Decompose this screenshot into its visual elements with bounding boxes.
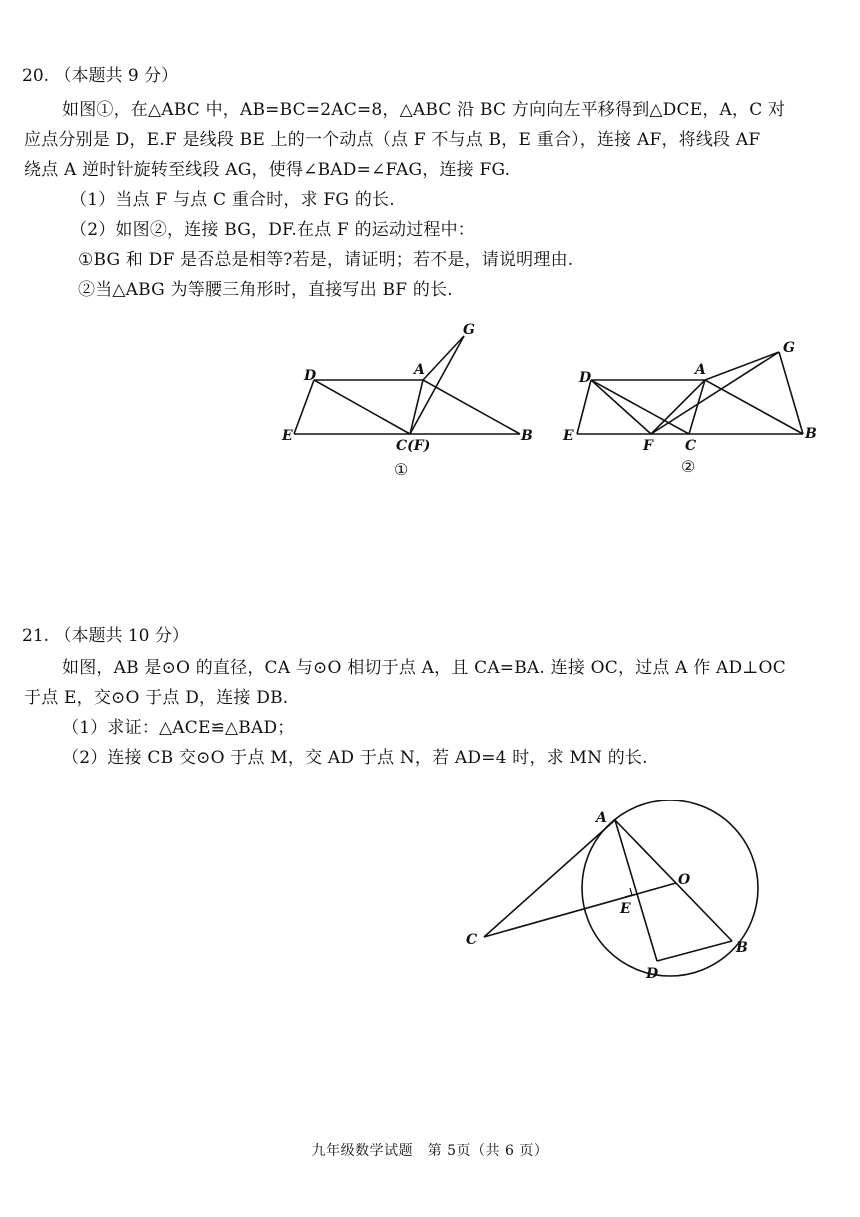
- fig1-label-CF: C(F): [396, 438, 431, 454]
- q20-part2-i: ①BG 和 DF 是否总是相等?若是，请证明；若不是，请说明理由.: [78, 250, 574, 270]
- q20-stem-line3: 绕点 A 逆时针旋转至线段 AG，使得∠BAD=∠FAG，连接 FG.: [24, 160, 511, 180]
- fig21-label-E: E: [620, 901, 631, 917]
- fig2-label-E: E: [563, 428, 574, 444]
- fig21-label-B: B: [736, 940, 748, 956]
- fig1-label-E: E: [282, 428, 293, 444]
- fig1-segment-AB: [423, 380, 520, 434]
- q20-part2: （2）如图②，连接 BG，DF.在点 F 的运动过程中：: [70, 220, 475, 240]
- fig2-label-G: G: [783, 340, 795, 356]
- fig21-segment-AC: [484, 820, 615, 937]
- fig2-segment-AB: [705, 380, 803, 434]
- q21-number: 21.: [22, 626, 50, 646]
- fig2-segment-DF: [591, 380, 651, 434]
- fig2-segment-FG: [651, 352, 779, 434]
- q21-figure: [450, 800, 790, 990]
- fig1-caption: ①: [394, 460, 409, 479]
- q21-stem-line1: 如图，AB 是⊙O 的直径，CA 与⊙O 相切于点 A，且 CA=BA. 连接 OC，过点 A 作 AD⊥OC: [62, 658, 786, 678]
- fig2-label-A: A: [695, 362, 706, 378]
- fig1-segment-DE: [294, 380, 314, 434]
- fig1-segment-FG: [410, 336, 464, 434]
- fig1-label-B: B: [521, 428, 533, 444]
- fig21-label-D: D: [646, 966, 659, 982]
- fig2-label-C: C: [685, 438, 697, 454]
- fig21-label-A: A: [596, 810, 607, 826]
- fig2-segment-DC: [591, 380, 689, 434]
- fig1-segment-AC: [410, 380, 423, 434]
- q21-part1: （1）求证：△ACE≌△BAD；: [62, 718, 295, 738]
- q20-figure-2: [555, 332, 820, 482]
- q21-part2: （2）连接 CB 交⊙O 于点 M，交 AD 于点 N，若 AD=4 时，求 MN 的长.: [62, 748, 648, 768]
- fig1-label-G: G: [463, 322, 475, 338]
- q20-stem-line1: 如图①，在△ABC 中，AB=BC=2AC=8，△ABC 沿 BC 方向向左平移得到△DCE，A，C 对: [62, 100, 786, 120]
- q20-part2-ii: ②当△ABG 为等腰三角形时，直接写出 BF 的长.: [78, 280, 453, 300]
- fig2-caption: ②: [681, 457, 696, 476]
- q20-heading: [22, 64, 178, 88]
- q21-score: （本题共 10 分）: [54, 626, 189, 646]
- fig2-label-B: B: [805, 426, 817, 442]
- q20-stem-line2: 应点分别是 D，E.F 是线段 BE 上的一个动点（点 F 不与点 B，E 重合），连接 AF，将线段 AF: [24, 130, 761, 150]
- fig1-label-A: A: [414, 362, 425, 378]
- q21-heading: [22, 624, 189, 648]
- q20-score: （本题共 9 分）: [54, 66, 179, 86]
- fig21-label-C: C: [466, 932, 478, 948]
- q20-number: 20.: [22, 66, 50, 86]
- q21-stem-line2: 于点 E，交⊙O 于点 D，连接 DB.: [24, 688, 289, 708]
- fig1-segment-DC: [314, 380, 410, 434]
- fig2-segment-DE: [577, 380, 591, 434]
- fig21-label-O: O: [678, 872, 691, 888]
- q20-part1: （1）当点 F 与点 C 重合时，求 FG 的长.: [70, 190, 395, 210]
- fig2-label-F: F: [643, 438, 653, 454]
- page-footer: 九年级数学试题 第 5页（共 6 页）: [311, 1143, 549, 1159]
- fig2-label-D: D: [579, 370, 592, 386]
- fig21-right-angle-mark-b: [630, 888, 632, 895]
- fig21-segment-DB: [657, 941, 732, 961]
- q20-figure-1: [280, 320, 540, 490]
- fig1-label-D: D: [304, 368, 317, 384]
- fig2-segment-GB: [779, 352, 803, 434]
